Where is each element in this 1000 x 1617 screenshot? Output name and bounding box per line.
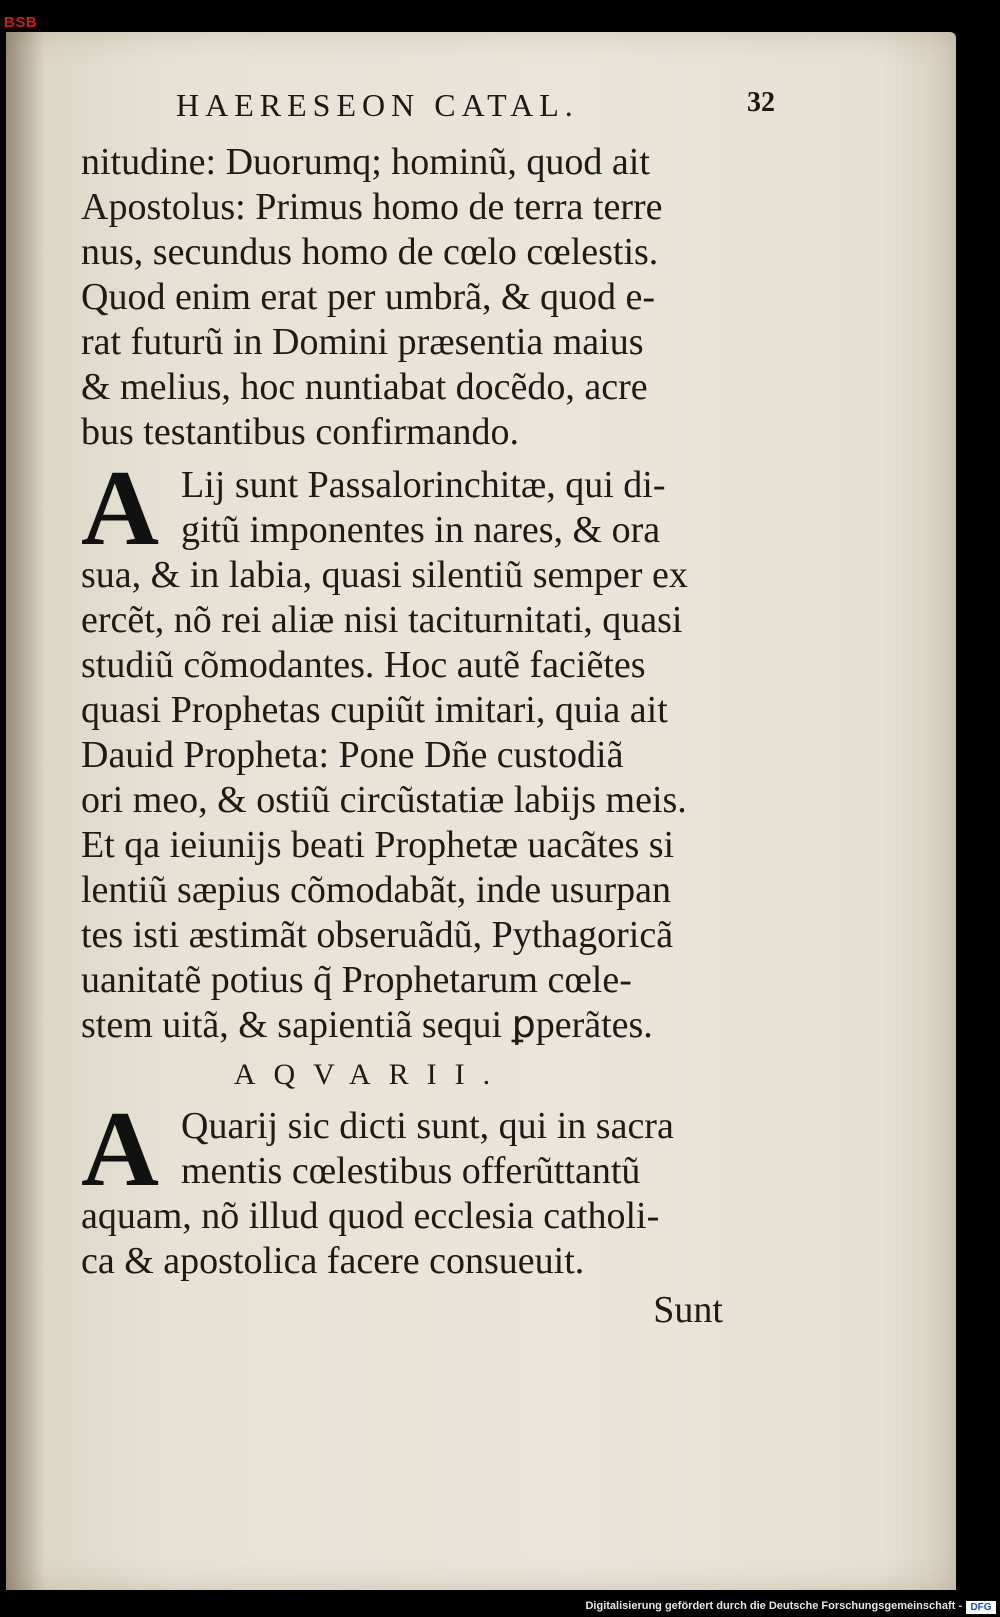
bsb-logo: BSB [4,14,38,31]
text-line: mentis cœlestibus offerũttantũ [181,1150,641,1192]
text-line: & melius, hoc nuntiabat docẽdo, acre [81,366,648,408]
page-gutter-shadow [6,32,46,1590]
paragraph-continuation [81,140,781,455]
text-line: Et qa ieiunijs beati Prophetæ uacãtes si [81,824,675,866]
digitization-credit: Digitalisierung gefördert durch die Deutsche Forschungsgemeinschaft - [585,1600,962,1612]
text-line: sua, & in labia, quasi silentiũ semper ex [81,554,688,596]
text-line: lentiũ sæpius cõmodabãt, inde usurpan [81,869,671,911]
text-line: Lij sunt Passalorinchitæ, qui di- [181,464,666,506]
text-line: Dauid Propheta: Pone Dñe custodiã [81,734,624,776]
text-line: Apostolus: Primus homo de terra terre [81,186,663,228]
running-head: HAERESEON CATAL. [176,87,579,123]
text-line: gitũ imponentes in nares, & ora [181,509,661,551]
text-line: rat futurũ in Domini præsentia maius [81,321,644,363]
paragraph-aquarii [81,1090,781,1284]
drop-capital: A [81,1090,159,1209]
text-line: studiũ cõmodantes. Hoc autẽ faciẽtes [81,644,646,686]
dfg-logo: DFG [966,1601,996,1614]
text-line: Quod enim erat per umbrã, & quod e- [81,276,656,318]
page-number: 32 [747,87,775,118]
text-line: ercẽt, nõ rei aliæ nisi taciturnitati, quasi [81,599,683,641]
page-text [81,140,781,1333]
text-line: Quarij sic dicti sunt, qui in sacra [181,1105,674,1147]
text-line: nitudine: Duorumq; hominũ, quod ait [81,141,650,183]
book-page [6,32,956,1590]
text-line: stem uitã, & sapientiã sequi ꝑperãtes. [81,1004,653,1046]
text-line: quasi Prophetas cupiũt imitari, quia ait [81,689,668,731]
text-line: nus, secundus homo de cœlo cœlestis. [81,231,659,273]
catchword: Sunt [653,1289,723,1331]
text-line: tes isti æstimãt obseruãdũ, Pythagoricã [81,914,674,956]
text-line: bus testantibus confirmando. [81,411,519,453]
section-heading: AQVARII. [233,1058,509,1091]
text-line: ca & apostolica facere consueuit. [81,1240,585,1282]
text-line: ori meo, & ostiũ circũstatiæ labijs meis. [81,779,687,821]
text-line: aquam, nõ illud quod ecclesia catholi- [81,1195,660,1237]
text-line: uanitatẽ potius q̃ Prophetarum cœle- [81,959,632,1001]
drop-capital: A [81,449,159,568]
paragraph-passalorinchitae [81,449,781,1048]
